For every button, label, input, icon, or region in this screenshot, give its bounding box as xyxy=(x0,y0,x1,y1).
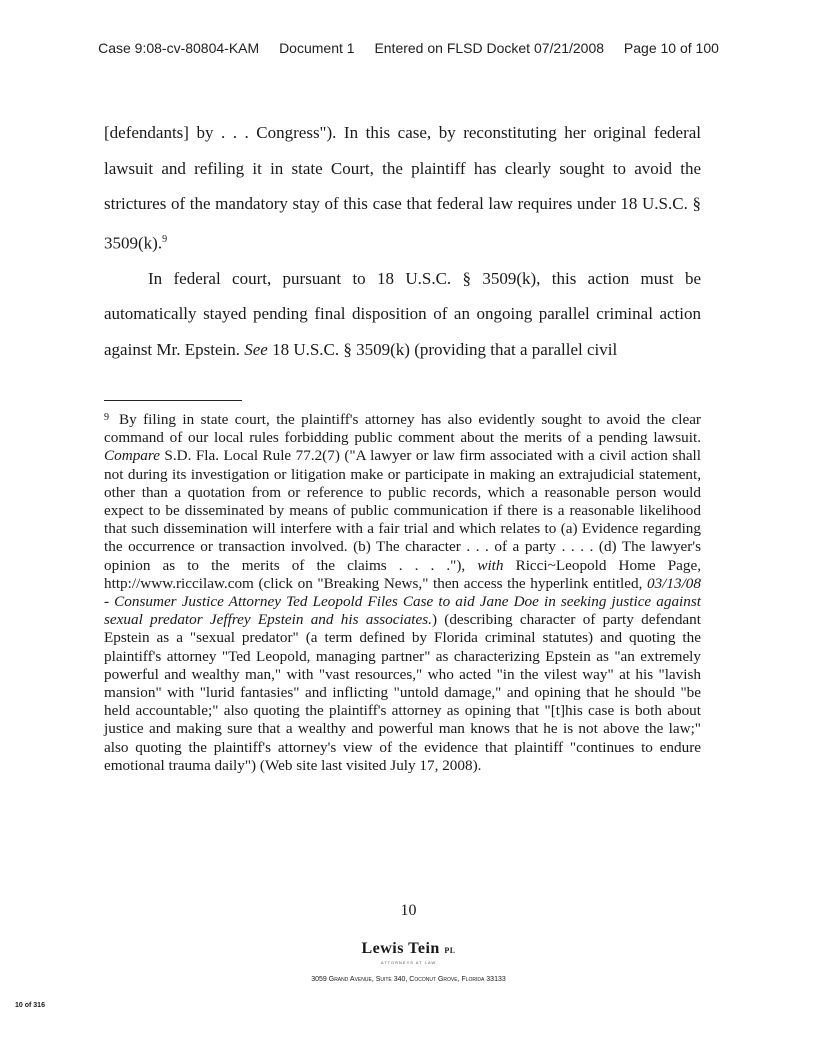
footnote-marker: 9 xyxy=(104,412,109,423)
footnote-divider xyxy=(104,400,242,401)
document-number: Document 1 xyxy=(279,40,355,56)
firm-address: 3059 Grand Avenue, Suite 340, Coconut Grove, Florida 33133 xyxy=(311,976,506,983)
case-number: Case 9:08-cv-80804-KAM xyxy=(98,40,260,56)
body-text xyxy=(104,115,701,367)
firm-logo xyxy=(0,940,817,958)
paragraph-2: In federal court, pursuant to 18 U.S.C. § 3509(k), this action must be automatically stayed pending final disposition of an ongoing parallel criminal action against Mr. Epstein. See 18 U.S.C. § 3509(k) (providing that a parallel civil xyxy=(104,268,701,359)
article-title: 03/13/08 - Consumer Justice Attorney Ted Leopold Files Case to aid Jane Doe in seeking justice against sexual predator Jeffrey Epstein and his associates. xyxy=(104,574,701,629)
firm-tagline: ATTORNEYS AT LAW xyxy=(380,960,437,965)
paragraph-1: [defendants] by . . . Congress"). In this case, by reconstituting her original federal lawsuit and refiling it in state Court, the plaintiff has clearly sought to avoid the strictures of the mandatory stay of this case that federal law requires under 18 U.S.C. § 3509(k).$^9$ xyxy=(104,123,701,253)
docket-entry: Entered on FLSD Docket 07/21/2008 xyxy=(374,40,605,56)
footnote-reference: 9 xyxy=(162,233,168,245)
page-number: 10 xyxy=(400,902,417,919)
footnote-9: $^9$ By filing in state court, the plaintiff's attorney has also evidently sought to avoid the clear command of our local rules forbidding public comment about the merits of a pending lawsuit. Compare S.D. Fla. Local Rule 77.2(7) ("A lawyer or law firm associated with a civil action shall not during its investigation or litigation make or participate in making an extrajudicial statement, other than a quotation from or reference to public records, which a reasonable person would expect to be disseminated by means of public communication if there is a reasonable likelihood that such dissemination will interfere with a fair trial and which relates to (a) Evidence regarding the occurrence or transaction involved. (b) The character . . . of a party . . . . (d) The lawyer's opinion as to the merits of the claims . . . ."), with Ricci~Leopold Home Page, http://www.riccilaw.com (click on "Breaking News," then access the hyperlink entitled, 03/13/08 - Consumer Justice Attorney Ted Leopold Files Case to aid Jane Doe in seeking justice against sexual predator Jeffrey Epstein and his associates.) (describing character of party defendant Epstein as a "sexual predator" (a term defined by Florida criminal statutes) and quoting the plaintiff's attorney "Ted Leopold, managing partner" as characterizing Epstein as "an extremely powerful and wealthy man," with "vast resources," who acted "in the vilest way" at his "lavish mansion" with "lurid fantasies" and inflicting "untold damage," and opining that he should "be held accountable;" also quoting the plaintiff's attorney as opining that "[t]his case is both about justice and making sure that a wealthy and powerful man knows that he is not above the law;" also quoting the plaintiff's attorney's view of the evidence that plaintiff "continues to endure emotional trauma daily") (Web site last visited July 17, 2008). xyxy=(104,411,702,774)
firm-name: Lewis Tein xyxy=(361,940,440,957)
docket-header xyxy=(0,40,817,56)
bates-number: 10 of 316 xyxy=(15,1002,45,1009)
firm-suffix: PL xyxy=(444,946,456,955)
page-of: Page 10 of 100 xyxy=(623,40,719,56)
